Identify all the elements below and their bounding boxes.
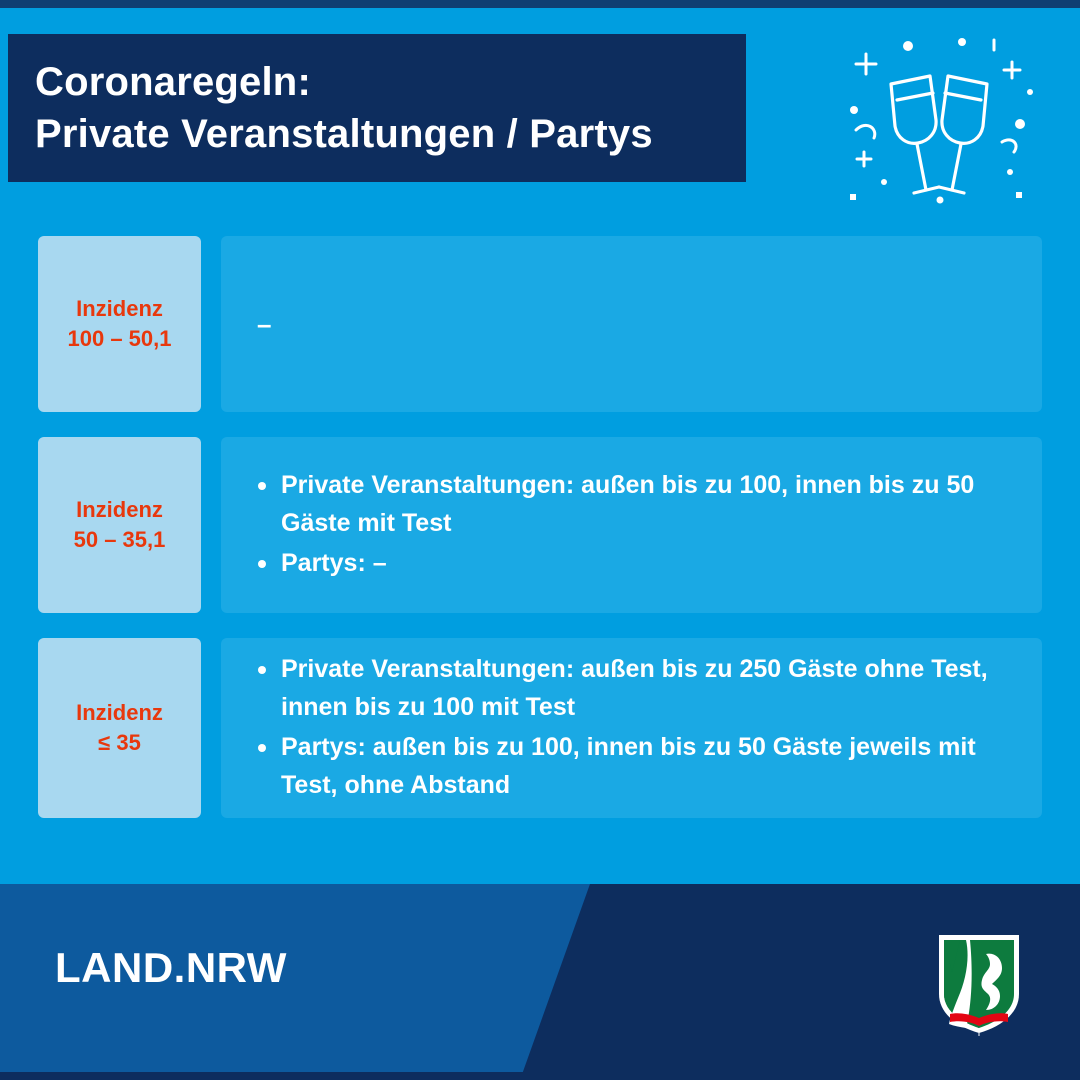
list-item: Private Veranstaltungen: außen bis zu 100, innen bis zu 50 Gäste mit Test: [251, 466, 1012, 542]
rules-content: [221, 236, 1042, 412]
table-row: [38, 236, 1042, 412]
rules-content: [221, 437, 1042, 613]
table-row: [38, 638, 1042, 818]
list-item: Partys: außen bis zu 100, innen bis zu 50 Gäste jeweils mit Test, ohne Abstand: [251, 728, 1012, 804]
rules-dash: –: [257, 309, 272, 339]
champagne-glasses-icon: [844, 32, 1034, 207]
rules-list: [251, 650, 1012, 806]
incidence-label-line-1: Inzidenz: [76, 497, 163, 522]
incidence-label-line-2: ≤ 35: [98, 730, 141, 755]
table-row: [38, 437, 1042, 613]
list-item: Private Veranstaltungen: außen bis zu 250 Gäste ohne Test, innen bis zu 100 mit Test: [251, 650, 1012, 726]
page-title-line-1: Coronaregeln:: [35, 60, 311, 104]
rules-content: [221, 638, 1042, 818]
list-item: Partys: –: [251, 544, 1012, 582]
incidence-label-line-1: Inzidenz: [76, 296, 163, 321]
incidence-label-line-2: 50 – 35,1: [73, 527, 166, 552]
bottom-strip: [0, 1072, 1080, 1080]
rules-list: [251, 466, 1012, 584]
page-title-line-2: Private Veranstaltungen / Partys: [35, 112, 653, 156]
incidence-label: [38, 638, 201, 818]
incidence-label-line-2: 100 – 50,1: [67, 326, 172, 351]
incidence-label: [38, 236, 201, 412]
rules-table: [38, 236, 1042, 843]
main-panel: [0, 8, 1080, 884]
title-box: [8, 34, 746, 182]
nrw-coat-of-arms-icon: [936, 932, 1022, 1036]
incidence-label-line-1: Inzidenz: [76, 700, 163, 725]
incidence-label: [38, 437, 201, 613]
brand-wordmark: LAND.NRW: [55, 944, 287, 991]
footer: [0, 884, 1080, 1080]
